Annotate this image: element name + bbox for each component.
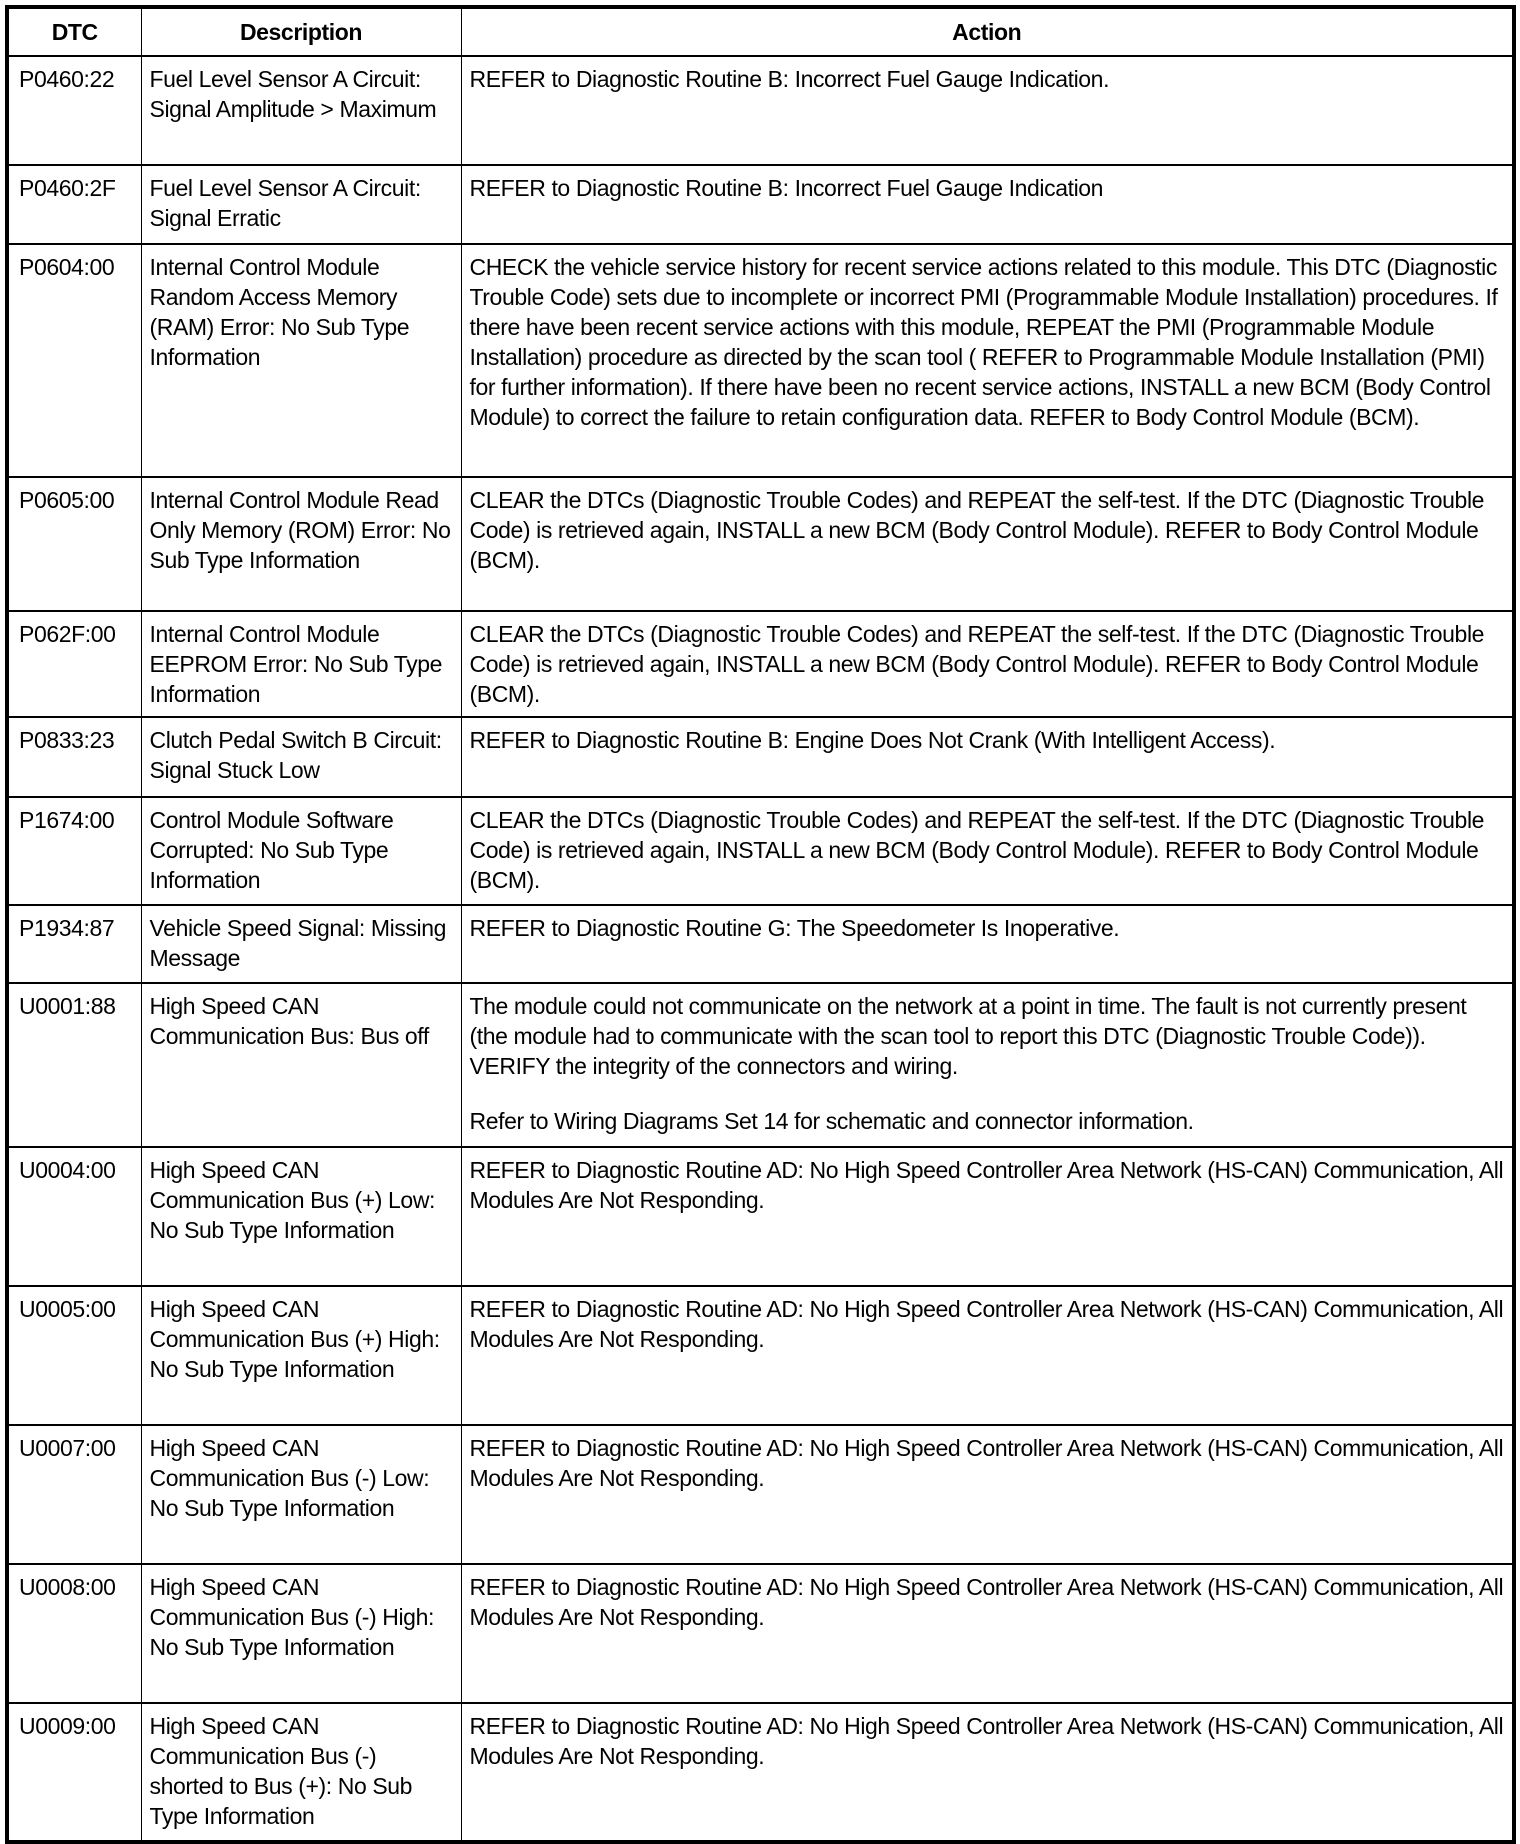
dtc-code: U0001:88	[7, 983, 141, 1147]
dtc-action	[461, 1425, 1514, 1564]
dtc-code: P1934:87	[7, 905, 141, 983]
action-paragraph: REFER to Diagnostic Routine AD: No High Speed Controller Area Network (HS-CAN) Communication, All Modules Are Not Responding.	[469, 1157, 1504, 1213]
dtc-description: Control Module Software Corrupted: No Sub Type Information	[141, 797, 461, 905]
dtc-code: P062F:00	[7, 611, 141, 717]
action-paragraph: REFER to Diagnostic Routine B: Engine Does Not Crank (With Intelligent Access).	[469, 727, 1276, 753]
dtc-action	[461, 1147, 1514, 1286]
dtc-description: Clutch Pedal Switch B Circuit: Signal Stuck Low	[141, 717, 461, 797]
table-row	[7, 1564, 1514, 1703]
dtc-action	[461, 1286, 1514, 1425]
dtc-action	[461, 797, 1514, 905]
dtc-description: High Speed CAN Communication Bus (+) Low: No Sub Type Information	[141, 1147, 461, 1286]
dtc-description: High Speed CAN Communication Bus (-) Low: No Sub Type Information	[141, 1425, 461, 1564]
dtc-action	[461, 983, 1514, 1147]
dtc-description: Fuel Level Sensor A Circuit: Signal Erratic	[141, 165, 461, 244]
header-row	[7, 7, 1514, 56]
table-row	[7, 1425, 1514, 1564]
dtc-code: P1674:00	[7, 797, 141, 905]
action-paragraph: REFER to Diagnostic Routine AD: No High Speed Controller Area Network (HS-CAN) Communication, All Modules Are Not Responding.	[469, 1574, 1504, 1630]
dtc-description: High Speed CAN Communication Bus: Bus off	[141, 983, 461, 1147]
dtc-description: Fuel Level Sensor A Circuit: Signal Amplitude > Maximum	[141, 56, 461, 165]
header-description: Description	[141, 7, 461, 56]
table-row	[7, 477, 1514, 611]
action-paragraph: CHECK the vehicle service history for recent service actions related to this module. This DTC (Diagnostic Trouble Code) sets due to incomplete or incorrect PMI (Programmable Module Installation) procedures. If there have been recent service actions with this module, REPEAT the PMI (Programmable Module Installation) procedure as directed by the scan tool ( REFER to Programmable Module Installation (PMI) for further information). If there have been no recent service actions, INSTALL a new BCM (Body Control Module) to correct the failure to retain configuration data. REFER to Body Control Module (BCM).	[469, 254, 1498, 430]
dtc-action	[461, 477, 1514, 611]
dtc-code: U0005:00	[7, 1286, 141, 1425]
action-paragraph: REFER to Diagnostic Routine AD: No High Speed Controller Area Network (HS-CAN) Communication, All Modules Are Not Responding.	[469, 1713, 1504, 1769]
dtc-code: P0833:23	[7, 717, 141, 797]
dtc-code: P0604:00	[7, 244, 141, 477]
header-dtc: DTC	[7, 7, 141, 56]
dtc-description: Internal Control Module Read Only Memory (ROM) Error: No Sub Type Information	[141, 477, 461, 611]
table-row	[7, 611, 1514, 717]
action-paragraph: The module could not communicate on the network at a point in time. The fault is not currently present (the module had to communicate with the scan tool to report this DTC (Diagnostic Trouble Code)). VERIFY the integrity of the connectors and wiring.	[469, 993, 1467, 1079]
dtc-action	[461, 244, 1514, 477]
dtc-description: Internal Control Module Random Access Memory (RAM) Error: No Sub Type Information	[141, 244, 461, 477]
dtc-code: U0004:00	[7, 1147, 141, 1286]
action-paragraph: Refer to Wiring Diagrams Set 14 for schematic and connector information.	[469, 1108, 1194, 1134]
dtc-code: U0008:00	[7, 1564, 141, 1703]
dtc-action	[461, 1703, 1514, 1842]
table-row	[7, 797, 1514, 905]
dtc-description: High Speed CAN Communication Bus (-) High: No Sub Type Information	[141, 1564, 461, 1703]
table-row	[7, 905, 1514, 983]
dtc-description: Internal Control Module EEPROM Error: No Sub Type Information	[141, 611, 461, 717]
dtc-code: U0007:00	[7, 1425, 141, 1564]
table-row	[7, 983, 1514, 1147]
dtc-description: Vehicle Speed Signal: Missing Message	[141, 905, 461, 983]
dtc-table	[5, 5, 1516, 1844]
action-paragraph: CLEAR the DTCs (Diagnostic Trouble Codes) and REPEAT the self-test. If the DTC (Diagnostic Trouble Code) is retrieved again, INSTALL a new BCM (Body Control Module). REFER to Body Control Module (BCM).	[469, 487, 1485, 573]
dtc-action	[461, 56, 1514, 165]
table-row	[7, 244, 1514, 477]
dtc-action	[461, 905, 1514, 983]
table-row	[7, 1286, 1514, 1425]
dtc-description: High Speed CAN Communication Bus (+) High: No Sub Type Information	[141, 1286, 461, 1425]
action-paragraph: REFER to Diagnostic Routine B: Incorrect Fuel Gauge Indication	[469, 175, 1104, 201]
action-paragraph: CLEAR the DTCs (Diagnostic Trouble Codes) and REPEAT the self-test. If the DTC (Diagnostic Trouble Code) is retrieved again, INSTALL a new BCM (Body Control Module). REFER to Body Control Module (BCM).	[469, 621, 1485, 707]
action-paragraph: REFER to Diagnostic Routine G: The Speedometer Is Inoperative.	[469, 915, 1120, 941]
table-row	[7, 1703, 1514, 1842]
dtc-action	[461, 165, 1514, 244]
dtc-action	[461, 717, 1514, 797]
dtc-code: U0009:00	[7, 1703, 141, 1842]
dtc-code: P0605:00	[7, 477, 141, 611]
dtc-action	[461, 1564, 1514, 1703]
table-row	[7, 1147, 1514, 1286]
action-paragraph: CLEAR the DTCs (Diagnostic Trouble Codes) and REPEAT the self-test. If the DTC (Diagnostic Trouble Code) is retrieved again, INSTALL a new BCM (Body Control Module). REFER to Body Control Module (BCM).	[469, 807, 1485, 893]
dtc-action	[461, 611, 1514, 717]
action-paragraph: REFER to Diagnostic Routine AD: No High Speed Controller Area Network (HS-CAN) Communication, All Modules Are Not Responding.	[469, 1296, 1504, 1352]
dtc-code: P0460:22	[7, 56, 141, 165]
table-row	[7, 165, 1514, 244]
table-row	[7, 717, 1514, 797]
dtc-description: High Speed CAN Communication Bus (-) shorted to Bus (+): No Sub Type Information	[141, 1703, 461, 1842]
table-row	[7, 56, 1514, 165]
action-paragraph: REFER to Diagnostic Routine B: Incorrect Fuel Gauge Indication.	[469, 66, 1110, 92]
dtc-code: P0460:2F	[7, 165, 141, 244]
action-paragraph: REFER to Diagnostic Routine AD: No High Speed Controller Area Network (HS-CAN) Communication, All Modules Are Not Responding.	[469, 1435, 1504, 1491]
header-action: Action	[461, 7, 1514, 56]
